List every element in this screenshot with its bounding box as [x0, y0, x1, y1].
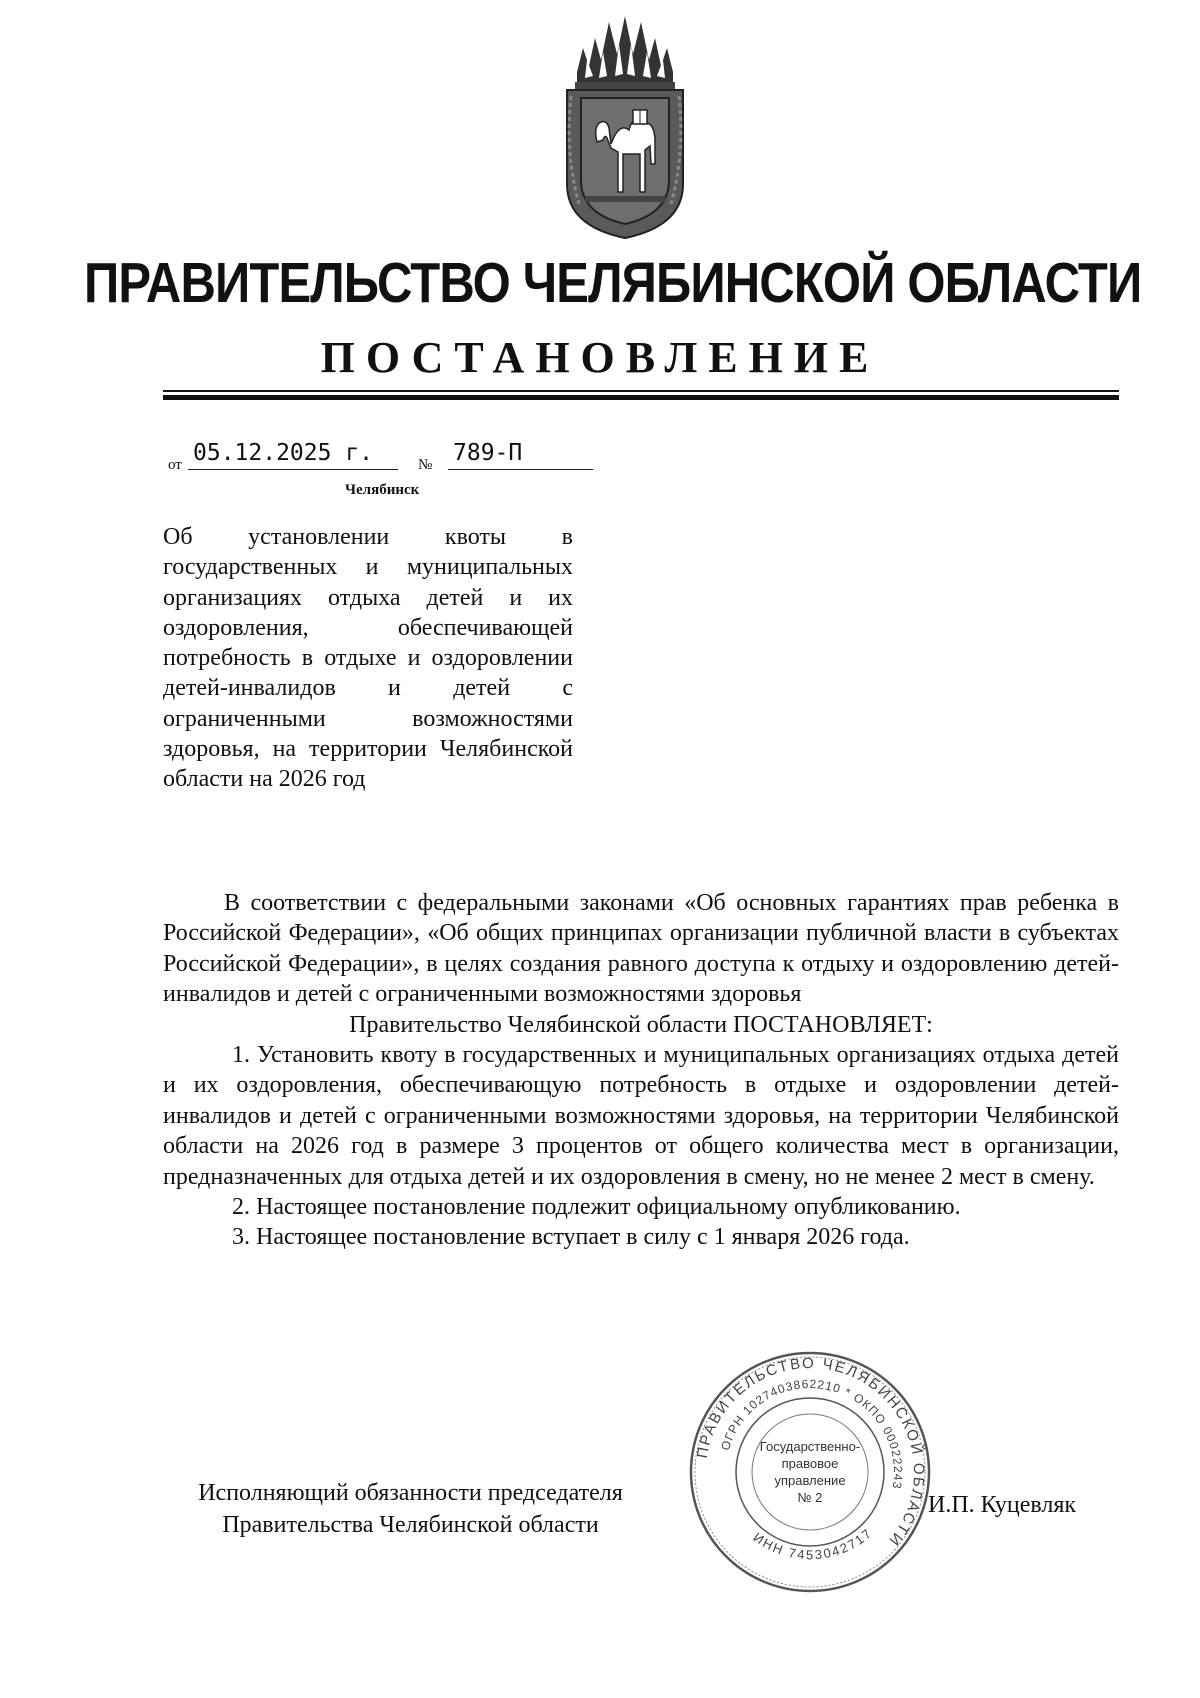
- preamble-paragraph: В соответствии с федеральными законами «Об основных гарантиях прав ребенка в Российской Федерации», «Об общих принципах организации публичной власти в субъектах Российской Федерации», в целях создания равного доступа к отдыху и оздоровлению детей-инвалидов и детей с ограниченными возможностями здоровья: [163, 890, 1119, 1008]
- seal-inner-line-3: управление: [774, 1473, 846, 1488]
- number-label: №: [418, 457, 433, 473]
- signatory-name: И.П. Куцевляк: [928, 1492, 1077, 1518]
- seal-outer-ring-text: ПРАВИТЕЛЬСТВО ЧЕЛЯБИНСКОЙ ОБЛАСТИ: [693, 1354, 928, 1550]
- seal-inner-line-2: правовое: [781, 1456, 839, 1471]
- from-label: от: [168, 457, 182, 473]
- item-paragraph-3: 3. Настоящее постановление вступает в силу с 1 января 2026 года.: [232, 1224, 910, 1251]
- signatory-position-line-2: Правительства Челябинской области: [222, 1512, 599, 1538]
- document-type: ПОСТАНОВЛЕНИЕ: [320, 333, 880, 382]
- signatory-position-line-1: Исполняющий обязанности председателя: [198, 1480, 623, 1506]
- header-divider-thick: [163, 395, 1119, 400]
- seal-inner-line-1: Государственно-: [759, 1439, 861, 1454]
- government-title: ПРАВИТЕЛЬСТВО ЧЕЛЯБИНСКОЙ ОБЛАСТИ: [84, 251, 1142, 315]
- document-date: 05.12.2025 г.: [188, 440, 398, 470]
- seal-mid-ring-text: ОГРН 1027403862210 * ОКПО 00022243: [717, 1376, 906, 1491]
- header-divider-thin: [163, 390, 1119, 392]
- decree-line: Правительство Челябинской области ПОСТАНОВЛЯЕТ:: [349, 1011, 933, 1038]
- document-body: [163, 888, 1119, 1253]
- item-paragraph-2: 2. Настоящее постановление подлежит официальному опубликованию.: [232, 1194, 961, 1221]
- seal-inn-text: ИНН 7453042717: [750, 1524, 876, 1563]
- seal-center: [752, 1414, 868, 1530]
- city-label: Челябинск: [345, 482, 420, 498]
- document-date-number: [163, 440, 588, 480]
- document-number: 789-П: [448, 440, 593, 470]
- seal-inner-line-4: № 2: [797, 1490, 823, 1505]
- svg-text:ИНН 7453042717: [751, 1525, 876, 1562]
- coat-of-arms-icon: [563, 14, 687, 240]
- signatory-position: [163, 1477, 658, 1541]
- item-paragraph-1: 1. Установить квоту в государственных и муниципальных организациях отдыха детей и их оздоровления, обеспечивающую потребность в отдыхе и оздоровлении детей-инвалидов и детей с ограниченными возможностями здоровья, на территории Челябинской области на 2026 год в размере 3 процентов от общего количества мест в организации, предназначенных для отдыха детей и их оздоровления в смену, но не менее 2 мест в смену.: [163, 1042, 1119, 1190]
- document-subject: Об установлении квоты в государственных и муниципальных организациях отдыха детей и их оздоровления, обеспечивающей потребность в отдыхе и оздоровлении детей-инвалидов и детей с ограниченными возможностями здоровья, на территории Челябинской области на 2026 год: [163, 524, 573, 793]
